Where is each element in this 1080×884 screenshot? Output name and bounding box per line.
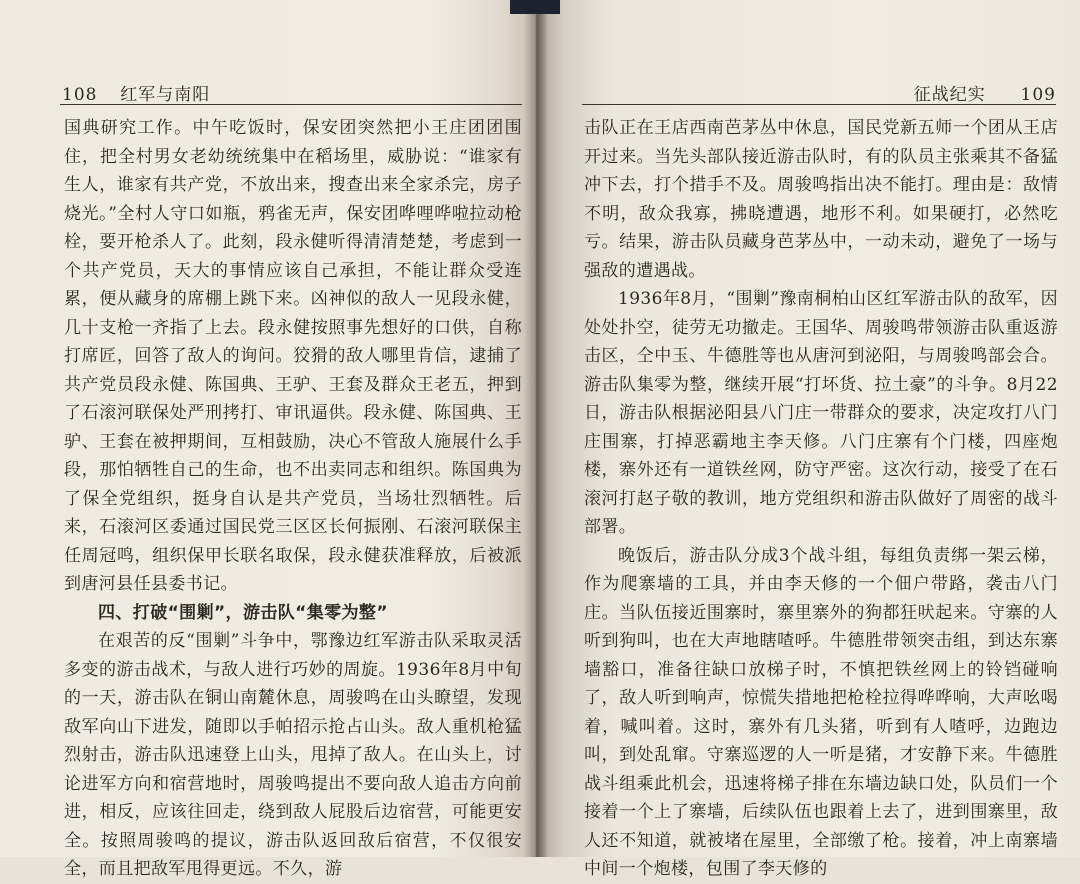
left-page-number: 108 — [62, 85, 98, 105]
right-page — [536, 0, 1080, 879]
right-running-title: 征战纪实 — [913, 85, 986, 105]
left-page — [0, 0, 536, 879]
right-page-body — [584, 114, 1058, 884]
right-paragraph-3: 晚饭后，游击队分成3个战斗组，每组负责绑一架云梯，作为爬寨墙的工具，并由李天修的一个佃户带路，袭击八门庄。当队伍接近围寨时，寨里寨外的狗都狂吠起来。守寨的人听到狗叫，也在大声地瞎喳呼。牛德胜带领突击组，到达东寨墙豁口，准备往缺口放梯子时，不慎把铁丝网上的铃铛碰响了，敌人听到响声，惊慌失措地把枪栓拉得哗哗响，大声吆喝着，喊叫着。这时，寨外有几头猪，听到有人喳呼，边跑边叫，到处乱窜。守寨巡逻的人一听是猪，才安静下来。牛德胜战斗组乘此机会，迅速将梯子排在东墙边缺口处，队员们一个接着一个上了寨墙，后续队伍也跟着上去了，进到围寨里，敌人还不知道，就被堵在屋里，全部缴了枪。接着，冲上南寨墙中间一个炮楼，包围了李天修的 — [584, 545, 1058, 879]
right-header-rule — [582, 104, 1056, 105]
right-paragraph-2: 1936年8月，“围剿”豫南桐柏山区红军游击队的敌军，因处处扑空，徒劳无功撤走。王国华、周骏鸣带领游击队重返游击区，仝中玉、牛德胜等也从唐河到泌阳，与周骏鸣部会合。游击队集零为整，继续开展“打坏货、拉土豪”的斗争。8月22日，游击队根据泌阳县八门庄一带群众的要求，决定攻打八门庄围寨，打掉恶霸地主李天修。八门庄寨有个门楼，四座炮楼，寨外还有一道铁丝网，防守严密。这次行动，接受了在石滚河打赵子敬的教训，地方党组织和游击队做好了周密的战斗部署。 — [584, 289, 1058, 537]
left-running-title: 红军与南阳 — [120, 85, 211, 105]
left-header-rule — [60, 104, 522, 105]
book-binding-edge — [510, 0, 560, 14]
section-heading: 四、打破“围剿”，游击队“集零为整” — [98, 602, 388, 623]
left-page-body — [64, 114, 522, 884]
left-paragraph-2: 在艰苦的反“围剿”斗争中，鄂豫边红军游击队采取灵活多变的游击战术，与敌人进行巧妙的周旋。1936年8月中旬的一天，游击队在铜山南麓休息，周骏鸣在山头瞭望，发现敌军向山下进发，随即以手帕招示抢占山头。敌人重机枪猛烈射击，游击队迅速登上山头，甩掉了敌人。在山头上，讨论进军方向和宿营地时，周骏鸣提出不要向敌人追击方向前进，相反，应该往回走，绕到敌人屁股后边宿营，可能更安全。按照周骏鸣的提议，游击队返回敌后宿营，不仅很安全，而且把敌军甩得更远。不久，游 — [64, 631, 522, 879]
right-paragraph-1: 击队正在王店西南芭茅丛中休息，国民党新五师一个团从王店开过来。当先头部队接近游击队时，有的队员主张乘其不备猛冲下去，打个措手不及。周骏鸣指出决不能打。理由是：敌情不明，敌众我寡，拂晓遭遇，地形不利。如果硬打，必然吃亏。结果，游击队员藏身芭茅丛中，一动未动，避免了一场与强敌的遭遇战。 — [584, 118, 1058, 281]
left-page-header — [62, 80, 520, 105]
right-page-header — [586, 80, 1056, 105]
book-spine-shadow — [524, 0, 548, 857]
right-page-number: 109 — [1020, 85, 1056, 105]
left-paragraph-1: 国典研究工作。中午吃饭时，保安团突然把小王庄团团围住，把全村男女老幼统统集中在稻场里，威胁说：“谁家有生人，谁家有共产党，不放出来，搜查出来全家杀完，房子烧光。”全村人守口如瓶，鸦雀无声，保安团哗哩哗啦拉动枪栓，要开枪杀人了。此刻，段永健听得清清楚楚，考虑到一个共产党员，天大的事情应该自己承担，不能让群众受连累，便从藏身的席棚上跳下来。凶神似的敌人一见段永健，几十支枪一齐指了上去。段永健按照事先想好的口供，自称打席匠，回答了敌人的询问。狡猾的敌人哪里肯信，逮捕了共产党员段永健、陈国典、王驴、王套及群众王老五，押到了石滚河联保处严刑拷打、审讯逼供。段永健、陈国典、王驴、王套在被押期间，互相鼓励，决心不管敌人施展什么手段，那怕牺牲自己的生命，也不出卖同志和组织。陈国典为了保全党组织，挺身自认是共产党员，当场壮烈牺牲。后来，石滚河区委通过国民党三区区长何振刚、石滚河联保主任周冠鸣，组织保甲长联名取保，段永健获准释放，后被派到唐河县任县委书记。 — [64, 118, 522, 594]
